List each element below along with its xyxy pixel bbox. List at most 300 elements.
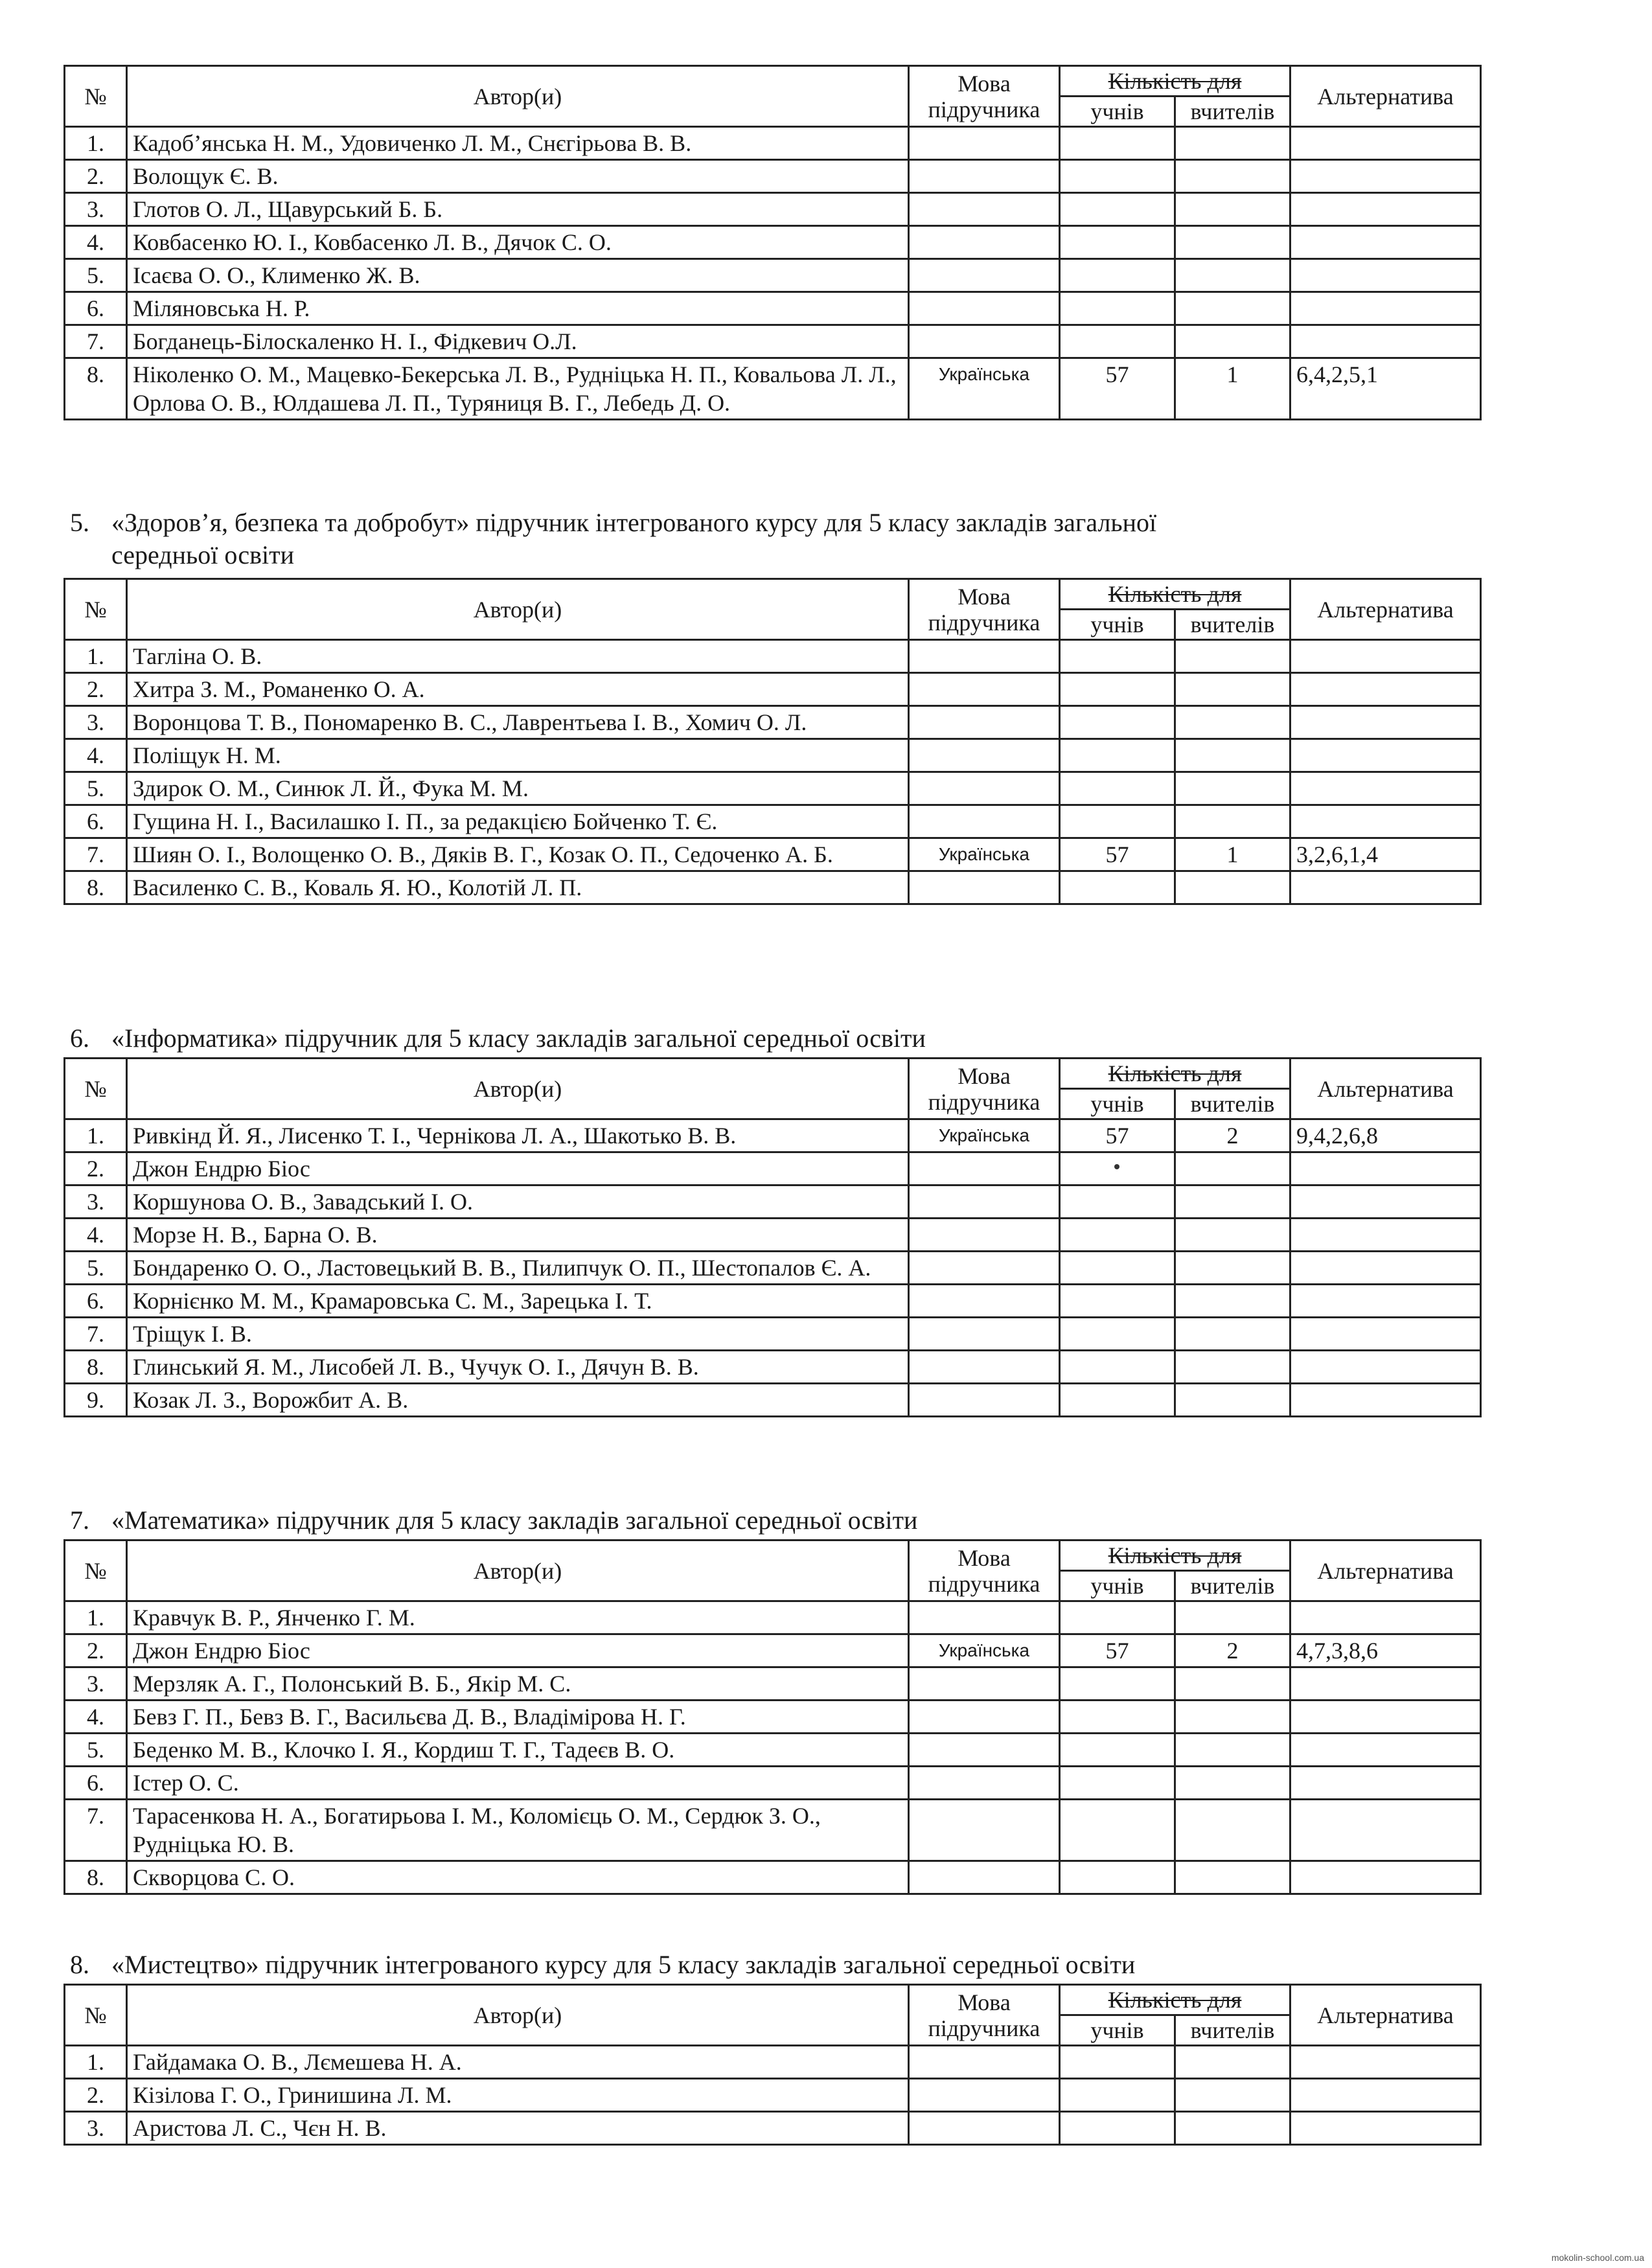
col-header-students: учнів — [1060, 1089, 1175, 1119]
row-authors: Ривкінд Й. Я., Лисенко Т. І., Чернікова Л. А., Шакотько В. В. — [127, 1119, 909, 1152]
row-number: 6. — [65, 1767, 127, 1800]
row-language: Українська — [909, 1634, 1060, 1667]
header-row — [65, 1541, 1481, 1571]
section-title-8 — [70, 1949, 1495, 1981]
table-row — [65, 292, 1481, 325]
row-authors: Ніколенко О. М., Мацевко-Бекерська Л. В., Рудніцька Н. П., Ковальова Л. Л., Орлова О. В., Юлдашева Л. П., Туряниця В. Г., Лебедь Д. О. — [127, 358, 909, 420]
row-teachers — [1175, 292, 1291, 325]
row-teachers — [1175, 1861, 1291, 1894]
row-language — [909, 1318, 1060, 1351]
row-alternative — [1291, 871, 1481, 904]
row-students — [1060, 1186, 1175, 1219]
row-language — [909, 772, 1060, 805]
row-teachers — [1175, 706, 1291, 739]
row-teachers — [1175, 1800, 1291, 1861]
row-students — [1060, 292, 1175, 325]
row-number: 2. — [65, 673, 127, 706]
col-header-lang — [909, 1059, 1060, 1119]
row-students — [1060, 1351, 1175, 1384]
row-authors: Джон Ендрю Біос — [127, 1152, 909, 1186]
row-teachers — [1175, 1701, 1291, 1734]
row-number: 9. — [65, 1384, 127, 1417]
table-row — [65, 640, 1481, 673]
row-authors: Хитра З. М., Романенко О. А. — [127, 673, 909, 706]
col-header-count-label: Кількість для — [1108, 581, 1242, 607]
row-students — [1060, 1285, 1175, 1318]
row-students: 57 — [1060, 358, 1175, 420]
row-language — [909, 1667, 1060, 1701]
col-header-lang-1: Мова — [958, 1989, 1011, 2015]
row-alternative: 3,2,6,1,4 — [1291, 838, 1481, 871]
header-row — [65, 1985, 1481, 2015]
table-block-8 — [63, 1984, 1480, 2146]
row-number: 5. — [65, 259, 127, 292]
row-number: 3. — [65, 193, 127, 226]
row-alternative — [1291, 1734, 1481, 1767]
row-language — [909, 160, 1060, 193]
row-authors: Джон Ендрю Біос — [127, 1634, 909, 1667]
row-language — [909, 1219, 1060, 1252]
row-number: 8. — [65, 1861, 127, 1894]
row-authors: Беденко М. В., Клочко І. Я., Кордиш Т. Г., Тадеєв В. О. — [127, 1734, 909, 1767]
row-alternative — [1291, 226, 1481, 259]
row-teachers — [1175, 160, 1291, 193]
table-row — [65, 772, 1481, 805]
row-students — [1060, 1601, 1175, 1634]
row-authors: Глотов О. Л., Щавурський Б. Б. — [127, 193, 909, 226]
row-number: 3. — [65, 1186, 127, 1219]
section-title-line1: «Здоров’я, безпека та добробут» підручник інтегрованого курсу для 5 класу закладів загальної — [111, 508, 1157, 537]
row-alternative — [1291, 772, 1481, 805]
row-authors: Тагліна О. В. — [127, 640, 909, 673]
row-number: 2. — [65, 160, 127, 193]
row-alternative — [1291, 292, 1481, 325]
row-teachers — [1175, 259, 1291, 292]
table-row — [65, 1318, 1481, 1351]
row-alternative — [1291, 2112, 1481, 2145]
col-header-teachers: вчителів — [1175, 610, 1291, 640]
row-number: 7. — [65, 1800, 127, 1861]
section-title-line1: «Математика» підручник для 5 класу закладів загальної середньої освіти — [111, 1506, 918, 1535]
row-students — [1060, 127, 1175, 160]
table-row — [65, 259, 1481, 292]
row-number: 3. — [65, 706, 127, 739]
row-alternative — [1291, 1384, 1481, 1417]
row-authors: Коршунова О. В., Завадський І. О. — [127, 1186, 909, 1219]
col-header-alt: Альтернатива — [1291, 579, 1481, 640]
row-students — [1060, 1767, 1175, 1800]
row-alternative — [1291, 1601, 1481, 1634]
row-alternative — [1291, 1351, 1481, 1384]
row-teachers — [1175, 325, 1291, 358]
row-number: 6. — [65, 292, 127, 325]
row-teachers — [1175, 1252, 1291, 1285]
table-row — [65, 1634, 1481, 1667]
row-teachers — [1175, 127, 1291, 160]
col-header-lang-1: Мова — [958, 583, 1011, 610]
row-authors: Поліщук Н. М. — [127, 739, 909, 772]
col-header-alt: Альтернатива — [1291, 1541, 1481, 1601]
table-row — [65, 2079, 1481, 2112]
row-students — [1060, 1219, 1175, 1252]
row-number: 1. — [65, 1119, 127, 1152]
col-header-students: учнів — [1060, 1571, 1175, 1601]
table-row — [65, 805, 1481, 838]
col-header-lang — [909, 579, 1060, 640]
row-language — [909, 2112, 1060, 2145]
row-number: 2. — [65, 1634, 127, 1667]
col-header-count-label: Кількість для — [1108, 1987, 1242, 2013]
row-alternative — [1291, 2046, 1481, 2079]
row-authors: Воронцова Т. В., Пономаренко В. С., Лаврентьева І. В., Хомич О. Л. — [127, 706, 909, 739]
row-number: 4. — [65, 226, 127, 259]
col-header-lang-1: Мова — [958, 1062, 1011, 1089]
row-authors: Козак Л. З., Ворожбит А. В. — [127, 1384, 909, 1417]
table-row — [65, 1384, 1481, 1417]
textbook-table — [63, 1539, 1482, 1895]
row-teachers — [1175, 871, 1291, 904]
section-title-line1: «Інформатика» підручник для 5 класу закладів загальної середньої освіти — [111, 1024, 926, 1053]
row-number: 5. — [65, 1734, 127, 1767]
table-row — [65, 1219, 1481, 1252]
row-authors: Шиян О. І., Волощенко О. В., Дяків В. Г., Козак О. П., Седоченко А. Б. — [127, 838, 909, 871]
row-authors: Гайдамака О. В., Лємешева Н. А. — [127, 2046, 909, 2079]
table-row — [65, 1800, 1481, 1861]
row-teachers — [1175, 1285, 1291, 1318]
row-teachers: 2 — [1175, 1119, 1291, 1152]
row-students — [1060, 772, 1175, 805]
watermark: mokolin-school.com.ua — [1551, 2252, 1644, 2263]
table-row — [65, 2112, 1481, 2145]
row-authors: Кравчук В. Р., Янченко Г. М. — [127, 1601, 909, 1634]
section-title-7 — [70, 1504, 1495, 1537]
row-language — [909, 2079, 1060, 2112]
row-students — [1060, 640, 1175, 673]
row-number: 8. — [65, 1351, 127, 1384]
table-row — [65, 1734, 1481, 1767]
row-teachers — [1175, 1219, 1291, 1252]
col-header-students: учнів — [1060, 610, 1175, 640]
row-teachers — [1175, 193, 1291, 226]
row-language — [909, 1351, 1060, 1384]
row-students — [1060, 259, 1175, 292]
col-header-author: Автор(и) — [127, 1985, 909, 2046]
row-number: 1. — [65, 127, 127, 160]
row-alternative — [1291, 1219, 1481, 1252]
row-teachers — [1175, 772, 1291, 805]
row-authors: Богданець-Білоскаленко Н. І., Фідкевич О.Л. — [127, 325, 909, 358]
row-number: 1. — [65, 640, 127, 673]
col-header-count — [1060, 1059, 1291, 1089]
textbook-table — [63, 1984, 1482, 2146]
row-authors: Кізілова Г. О., Гринишина Л. М. — [127, 2079, 909, 2112]
row-number: 2. — [65, 1152, 127, 1186]
header-row — [65, 1059, 1481, 1089]
section-title-line2: середньої освіти — [111, 540, 294, 569]
row-students — [1060, 673, 1175, 706]
row-teachers — [1175, 1318, 1291, 1351]
row-authors: Бондаренко О. О., Ластовецький В. В., Пилипчук О. П., Шестопалов Є. А. — [127, 1252, 909, 1285]
header-row — [65, 66, 1481, 97]
row-authors: Ісаєва О. О., Клименко Ж. В. — [127, 259, 909, 292]
row-teachers: 1 — [1175, 838, 1291, 871]
col-header-count-label: Кількість для — [1108, 1542, 1242, 1568]
row-language — [909, 1701, 1060, 1734]
row-number: 8. — [65, 358, 127, 420]
row-language — [909, 226, 1060, 259]
row-authors: Гущина Н. І., Василашко І. П., за редакцією Бойченко Т. Є. — [127, 805, 909, 838]
section-number: 7. — [70, 1506, 89, 1535]
table-row — [65, 325, 1481, 358]
row-language — [909, 1285, 1060, 1318]
row-number: 8. — [65, 871, 127, 904]
row-alternative: 6,4,2,5,1 — [1291, 358, 1481, 420]
row-number: 4. — [65, 1219, 127, 1252]
col-header-author: Автор(и) — [127, 579, 909, 640]
col-header-lang-2: підручника — [928, 609, 1040, 636]
row-students — [1060, 2046, 1175, 2079]
row-language — [909, 805, 1060, 838]
row-teachers — [1175, 226, 1291, 259]
row-authors: Здирок О. М., Синюк Л. Й., Фука М. М. — [127, 772, 909, 805]
row-students — [1060, 1734, 1175, 1767]
col-header-lang-2: підручника — [928, 96, 1040, 122]
scan-speck — [1114, 1164, 1119, 1169]
row-students — [1060, 1252, 1175, 1285]
row-alternative — [1291, 1800, 1481, 1861]
table-block-0 — [63, 65, 1480, 420]
col-header-alt: Альтернатива — [1291, 1059, 1481, 1119]
row-authors: Корнієнко М. М., Крамаровська С. М., Зарецька І. Т. — [127, 1285, 909, 1318]
row-teachers — [1175, 1152, 1291, 1186]
col-header-lang-1: Мова — [958, 70, 1011, 97]
row-teachers — [1175, 805, 1291, 838]
row-students — [1060, 1318, 1175, 1351]
row-number: 6. — [65, 1285, 127, 1318]
row-students — [1060, 325, 1175, 358]
header-row — [65, 579, 1481, 610]
row-language — [909, 2046, 1060, 2079]
row-authors: Кадоб’янська Н. М., Удовиченко Л. М., Снєгірьова В. В. — [127, 127, 909, 160]
row-students — [1060, 1701, 1175, 1734]
row-teachers — [1175, 2079, 1291, 2112]
col-header-teachers: вчителів — [1175, 1571, 1291, 1601]
row-authors: Скворцова С. О. — [127, 1861, 909, 1894]
table-row — [65, 1601, 1481, 1634]
table-block-5 — [63, 578, 1480, 905]
row-students — [1060, 739, 1175, 772]
row-authors: Волощук Є. В. — [127, 160, 909, 193]
row-teachers — [1175, 1667, 1291, 1701]
row-alternative — [1291, 1767, 1481, 1800]
row-language — [909, 193, 1060, 226]
row-alternative — [1291, 739, 1481, 772]
col-header-lang-2: підручника — [928, 2015, 1040, 2041]
row-language: Українська — [909, 838, 1060, 871]
table-row — [65, 127, 1481, 160]
table-row — [65, 1285, 1481, 1318]
table-block-6 — [63, 1057, 1480, 1417]
row-number: 7. — [65, 838, 127, 871]
table-row — [65, 706, 1481, 739]
col-header-students: учнів — [1060, 97, 1175, 127]
table-row — [65, 1186, 1481, 1219]
col-header-alt: Альтернатива — [1291, 66, 1481, 127]
row-teachers: 1 — [1175, 358, 1291, 420]
row-teachers — [1175, 1186, 1291, 1219]
row-alternative: 9,4,2,6,8 — [1291, 1119, 1481, 1152]
section-number: 6. — [70, 1024, 89, 1053]
section-number: 5. — [70, 508, 89, 537]
row-authors: Глинський Я. М., Лисобей Л. В., Чучук О. І., Дячун В. В. — [127, 1351, 909, 1384]
row-alternative — [1291, 805, 1481, 838]
row-language: Українська — [909, 358, 1060, 420]
table-row — [65, 1351, 1481, 1384]
table-row — [65, 1252, 1481, 1285]
row-alternative: 4,7,3,8,6 — [1291, 1634, 1481, 1667]
table-row — [65, 871, 1481, 904]
table-row — [65, 160, 1481, 193]
col-header-author: Автор(и) — [127, 66, 909, 127]
col-header-count-label: Кількість для — [1108, 68, 1242, 94]
col-header-teachers: вчителів — [1175, 2015, 1291, 2046]
row-language — [909, 1384, 1060, 1417]
row-students — [1060, 805, 1175, 838]
row-language: Українська — [909, 1119, 1060, 1152]
row-authors: Мерзляк А. Г., Полонський В. Б., Якір М. С. — [127, 1667, 909, 1701]
row-authors: Тріщук І. В. — [127, 1318, 909, 1351]
row-teachers — [1175, 673, 1291, 706]
row-alternative — [1291, 706, 1481, 739]
row-students — [1060, 1861, 1175, 1894]
row-number: 4. — [65, 739, 127, 772]
table-row — [65, 1861, 1481, 1894]
row-authors: Василенко С. В., Коваль Я. Ю., Колотій Л. П. — [127, 871, 909, 904]
row-authors: Морзе Н. В., Барна О. В. — [127, 1219, 909, 1252]
row-alternative — [1291, 325, 1481, 358]
row-teachers — [1175, 2112, 1291, 2145]
row-language — [909, 1734, 1060, 1767]
row-authors: Тарасенкова Н. А., Богатирьова І. М., Коломієць О. М., Сердюк З. О., Рудніцька Ю. В. — [127, 1800, 909, 1861]
col-header-count — [1060, 1541, 1291, 1571]
row-alternative — [1291, 127, 1481, 160]
row-students — [1060, 2112, 1175, 2145]
row-teachers — [1175, 1767, 1291, 1800]
textbook-table — [63, 65, 1482, 420]
row-teachers: 2 — [1175, 1634, 1291, 1667]
row-students — [1060, 871, 1175, 904]
col-header-count-label: Кількість для — [1108, 1060, 1242, 1086]
table-row — [65, 226, 1481, 259]
row-language — [909, 871, 1060, 904]
row-language — [909, 1252, 1060, 1285]
col-header-teachers: вчителів — [1175, 1089, 1291, 1119]
row-alternative — [1291, 1186, 1481, 1219]
row-language — [909, 706, 1060, 739]
row-number: 5. — [65, 772, 127, 805]
section-number: 8. — [70, 1950, 89, 1979]
col-header-students: учнів — [1060, 2015, 1175, 2046]
row-number: 5. — [65, 1252, 127, 1285]
row-language — [909, 1861, 1060, 1894]
table-row — [65, 1152, 1481, 1186]
row-authors: Ковбасенко Ю. І., Ковбасенко Л. В., Дячок С. О. — [127, 226, 909, 259]
row-authors: Аристова Л. С., Чєн Н. В. — [127, 2112, 909, 2145]
col-header-author: Автор(и) — [127, 1541, 909, 1601]
textbook-table — [63, 1057, 1482, 1417]
row-number: 1. — [65, 2046, 127, 2079]
row-language — [909, 1601, 1060, 1634]
col-header-count — [1060, 1985, 1291, 2015]
row-teachers — [1175, 1601, 1291, 1634]
row-language — [909, 259, 1060, 292]
col-header-num: № — [65, 1985, 127, 2046]
row-language — [909, 1800, 1060, 1861]
row-number: 6. — [65, 805, 127, 838]
col-header-num: № — [65, 1541, 127, 1601]
col-header-lang-2: підручника — [928, 1088, 1040, 1115]
col-header-num: № — [65, 579, 127, 640]
row-alternative — [1291, 673, 1481, 706]
col-header-lang-2: підручника — [928, 1570, 1040, 1597]
row-authors: Міляновська Н. Р. — [127, 292, 909, 325]
row-students — [1060, 160, 1175, 193]
col-header-teachers: вчителів — [1175, 97, 1291, 127]
col-header-lang — [909, 1541, 1060, 1601]
row-language — [909, 325, 1060, 358]
row-alternative — [1291, 1701, 1481, 1734]
row-number: 7. — [65, 1318, 127, 1351]
row-students — [1060, 1800, 1175, 1861]
row-number: 3. — [65, 1667, 127, 1701]
row-language — [909, 673, 1060, 706]
row-authors: Бевз Г. П., Бевз В. Г., Васильєва Д. В., Владімірова Н. Г. — [127, 1701, 909, 1734]
row-language — [909, 292, 1060, 325]
table-row — [65, 739, 1481, 772]
row-number: 4. — [65, 1701, 127, 1734]
table-row — [65, 193, 1481, 226]
row-students: 57 — [1060, 1634, 1175, 1667]
textbook-table — [63, 578, 1482, 905]
col-header-author: Автор(и) — [127, 1059, 909, 1119]
row-students — [1060, 2079, 1175, 2112]
table-row — [65, 1767, 1481, 1800]
section-title-line1: «Мистецтво» підручник інтегрованого курсу для 5 класу закладів загальної середньої освіти — [111, 1950, 1136, 1979]
row-students — [1060, 226, 1175, 259]
col-header-lang — [909, 66, 1060, 127]
row-teachers — [1175, 1351, 1291, 1384]
row-teachers — [1175, 1734, 1291, 1767]
row-teachers — [1175, 640, 1291, 673]
row-language — [909, 1152, 1060, 1186]
row-alternative — [1291, 160, 1481, 193]
row-alternative — [1291, 1285, 1481, 1318]
table-row — [65, 1119, 1481, 1152]
row-teachers — [1175, 2046, 1291, 2079]
table-row — [65, 838, 1481, 871]
row-teachers — [1175, 739, 1291, 772]
row-students — [1060, 193, 1175, 226]
col-header-lang — [909, 1985, 1060, 2046]
table-row — [65, 673, 1481, 706]
row-number: 7. — [65, 325, 127, 358]
row-number: 2. — [65, 2079, 127, 2112]
row-students — [1060, 706, 1175, 739]
col-header-count — [1060, 66, 1291, 97]
row-students: 57 — [1060, 838, 1175, 871]
row-number: 3. — [65, 2112, 127, 2145]
row-students — [1060, 1667, 1175, 1701]
